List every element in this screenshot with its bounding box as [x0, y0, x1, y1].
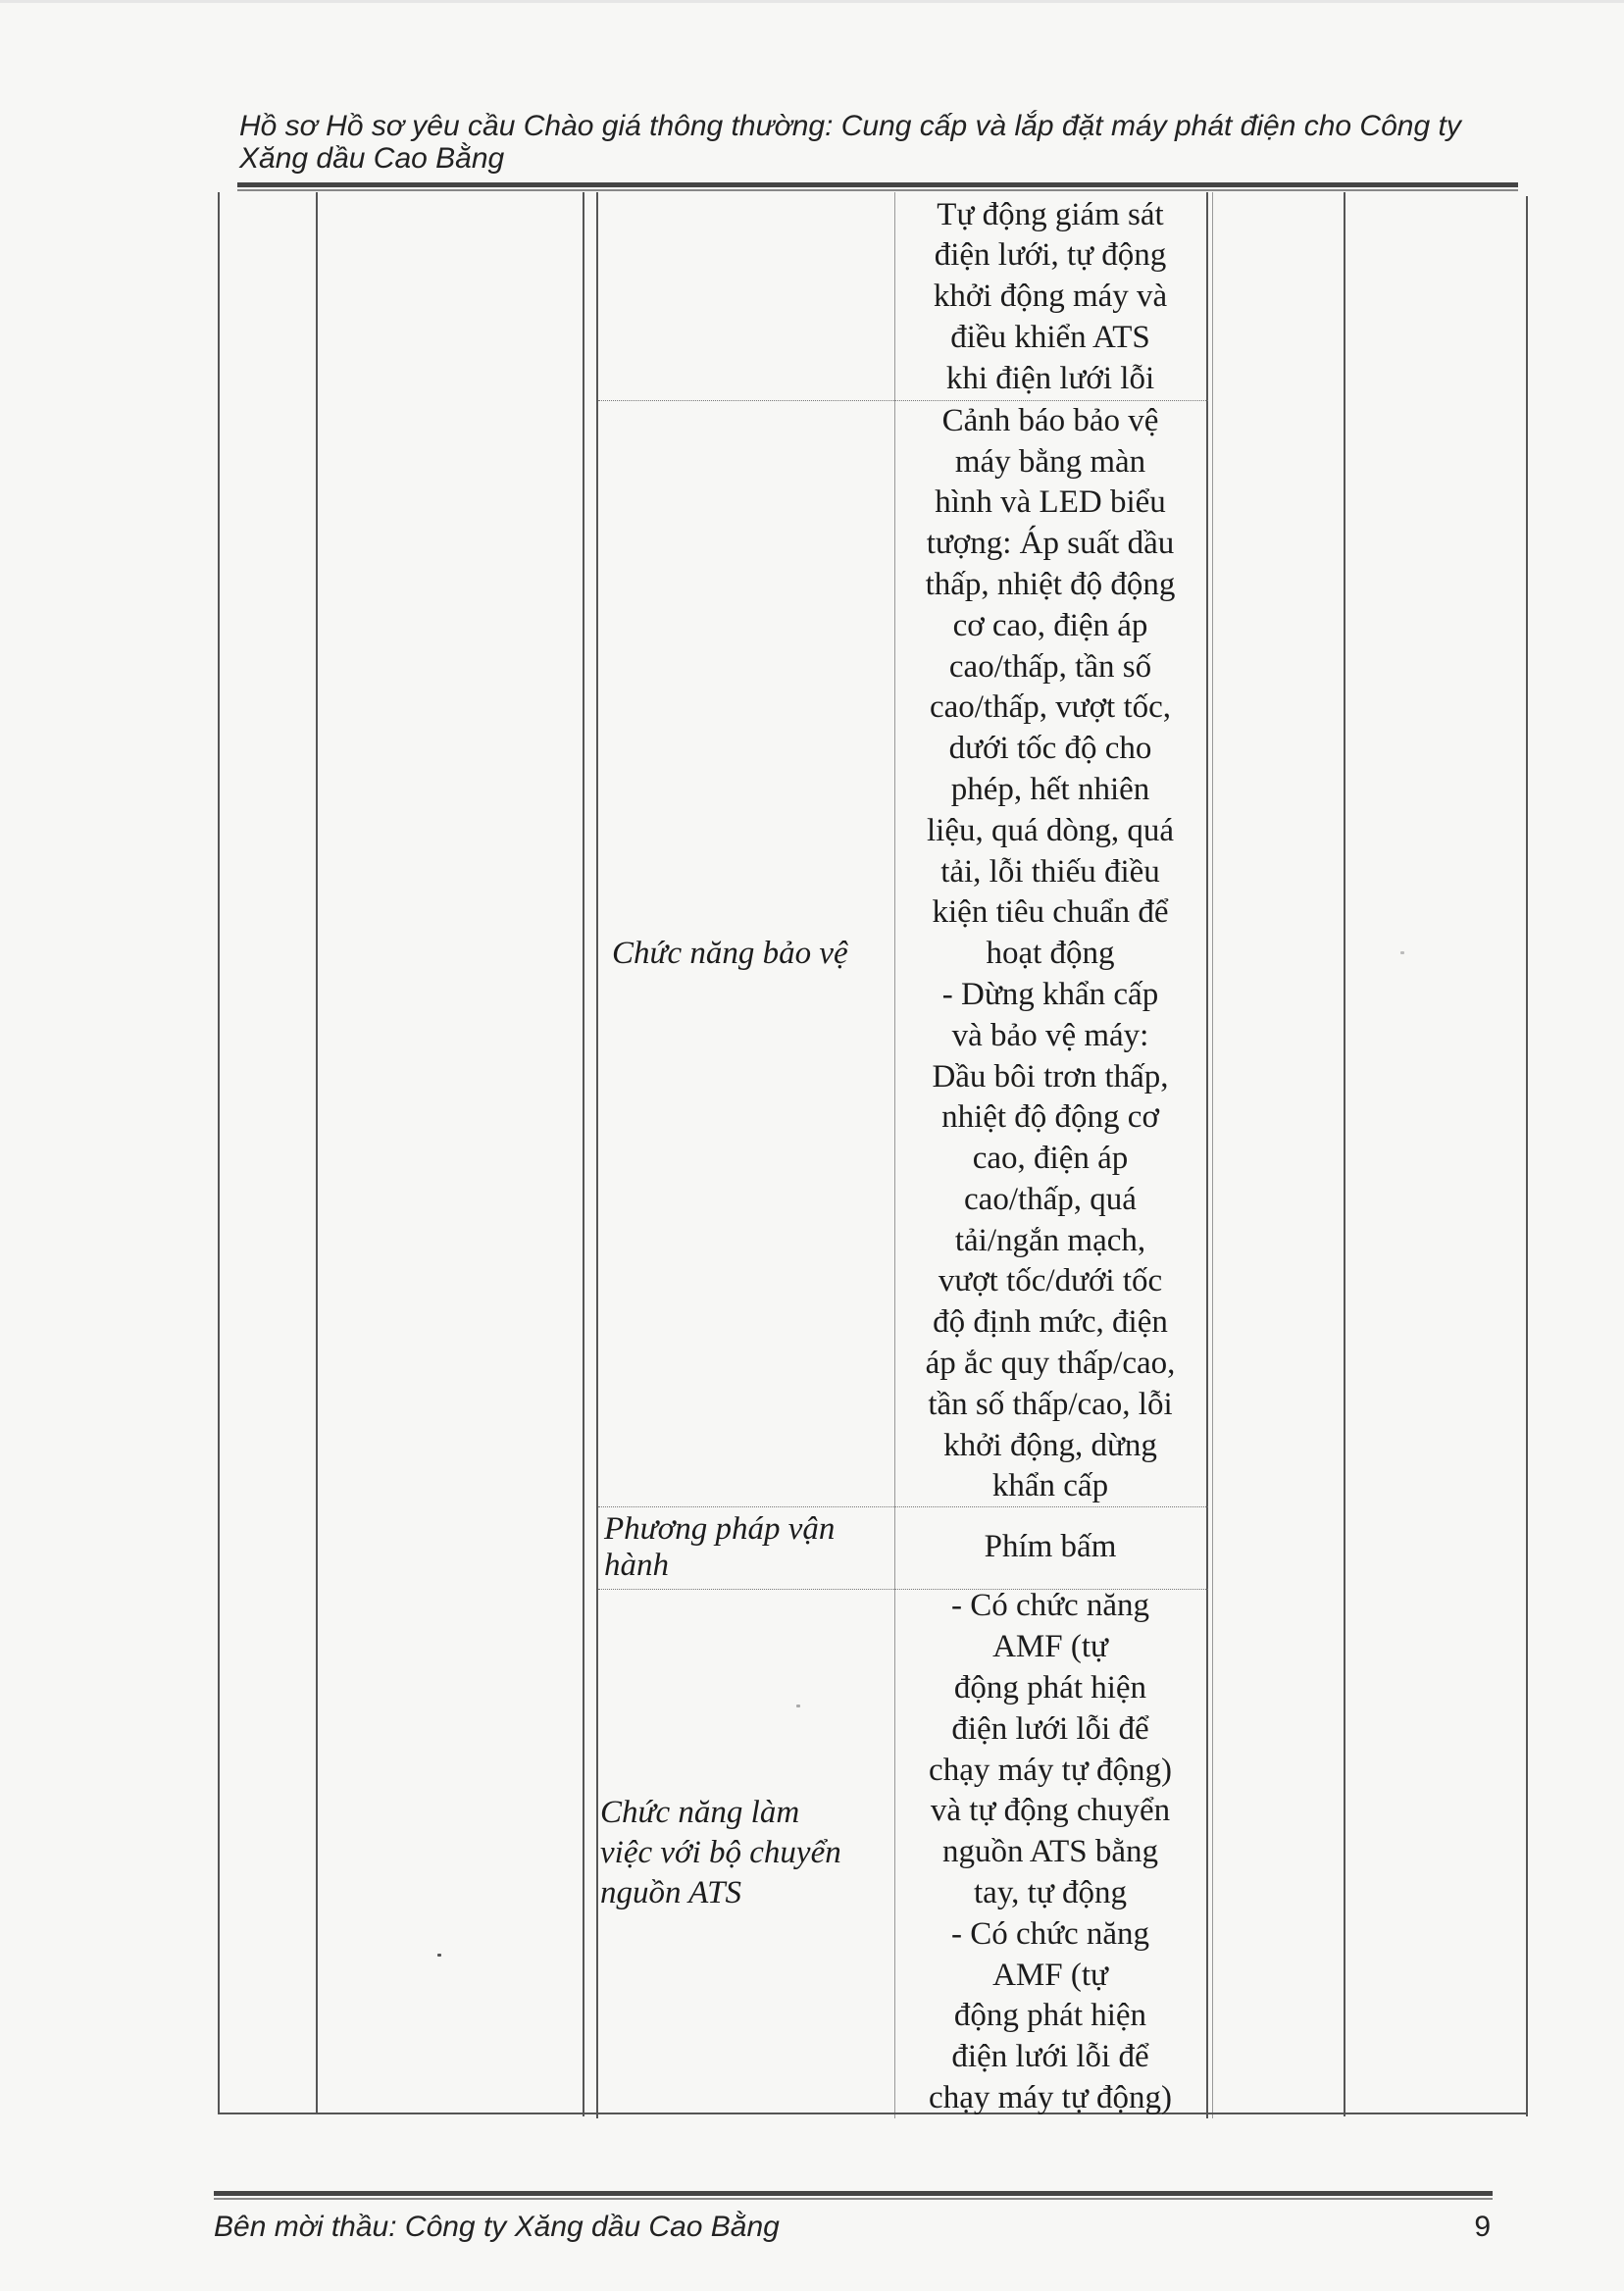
table-col-line-6	[1212, 192, 1213, 2118]
scan-speck	[1400, 951, 1404, 954]
table-col-line-3	[596, 192, 598, 2118]
feature-label: Chức năng làm việc với bộ chuyển nguồn ATS	[600, 1794, 841, 1910]
table-row	[894, 1506, 1206, 1589]
table-col-line-2	[583, 192, 584, 2116]
table-border-left	[218, 192, 220, 2113]
spec-cell: Phím bấm	[984, 1529, 1117, 1565]
spec-cell: Cảnh báo bảo vệ máy bằng màn hình và LED biểu tượng: Áp suất dầu thấp, nhiệt độ động cơ cao, điện áp cao/thấp, tần số cao/thấp, vượt tốc, dưới tốc độ cho phép, hết nhiên liệu, quá dòng, quá tải, lỗi thiếu điều kiện tiêu chuẩn để hoạt động - Dừng khẩn cấp và bảo vệ máy: Dầu bôi trơn thấp, nhiệt độ động cơ cao, điện áp cao/thấp, quá tải/ngắn mạch, vượt tốc/dưới tốc độ định mức, điện áp ắc quy thấp/cao, tần số thấp/cao, lỗi khởi động, dừng khẩn cấp	[925, 402, 1176, 1504]
table-col-line-7	[1344, 192, 1345, 2116]
table-row	[894, 402, 1206, 1506]
table-row	[894, 1588, 1206, 2115]
feature-cell	[612, 402, 896, 1506]
footer-rule	[214, 2191, 1493, 2196]
scan-speck	[796, 1705, 800, 1707]
table-col-line-1	[316, 192, 318, 2113]
feature-cell	[600, 1591, 894, 2114]
footer-text: Bên mời thầu: Công ty Xăng dầu Cao Bằng	[214, 2211, 780, 2243]
feature-label: Phương pháp vận hành	[604, 1511, 836, 1583]
page-number: 9	[1474, 2211, 1491, 2243]
header-title: Hồ sơ Hồ sơ yêu cầu Chào giá thông thường: Cung cấp và lắp đặt máy phát điện cho Công ty Xăng dầu Cao Bằng	[239, 110, 1461, 175]
spec-cell: Tự động giám sát điện lưới, tự động khởi động máy và điều khiển ATS khi điện lưới lỗi	[933, 196, 1168, 396]
footer-rule-thin	[214, 2198, 1493, 2200]
feature-label: Chức năng bảo vệ	[612, 936, 848, 972]
scan-speck	[437, 1954, 441, 1957]
spec-cell: - Có chức năng AMF (tự động phát hiện điện lưới lỗi để chạy máy tự động) và tự động chuyển nguồn ATS bằng tay, tự động - Có chức năng AMF (tự động phát hiện điện lưới lỗi để chạy máy tự động)	[929, 1588, 1172, 2115]
table-col-line-5	[1206, 192, 1208, 2118]
feature-cell	[604, 1506, 894, 1589]
table-border-right	[1526, 196, 1528, 2116]
table-row	[894, 194, 1206, 400]
